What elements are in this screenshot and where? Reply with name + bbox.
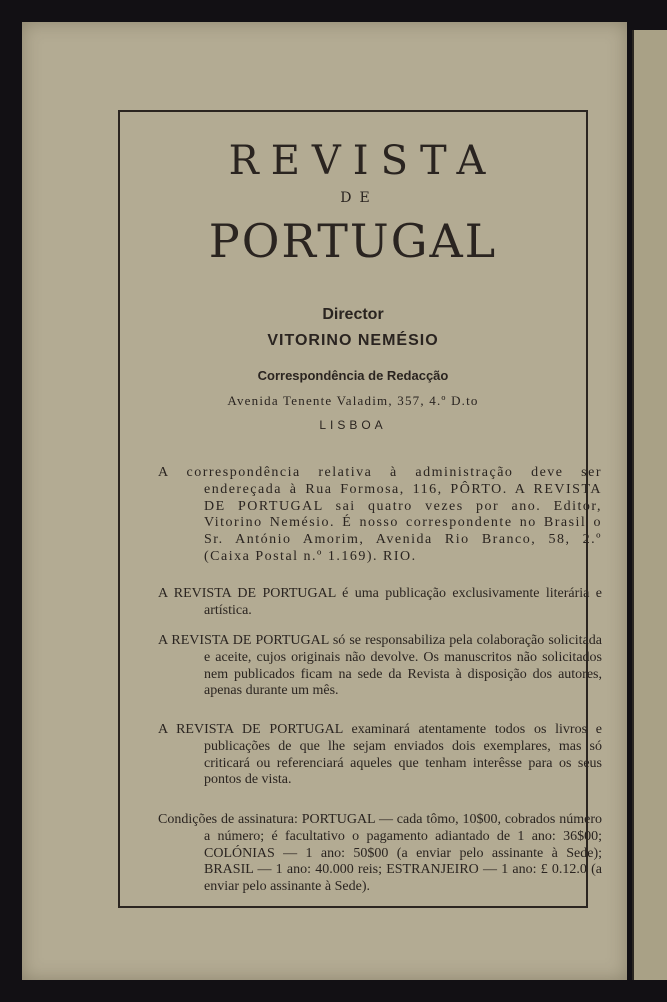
masthead-title-de: DE (340, 190, 378, 206)
director-label: Director (322, 306, 384, 323)
correspondence-address: Avenida Tenente Valadim, 357, 4.º D.to (227, 393, 479, 408)
masthead-title-revista: REVISTA (228, 138, 498, 184)
paragraph-subscription: Condições de assinatura: PORTUGAL — cada tômo, 10$00, cobrados número a número; é facultativo o pagamento adiantado de 1 ano: 36$00; COLÓNIAS — 1 ano: 50$00 (a enviar pelo assinante à Sede); BRASIL — 1 ano: 40.000 reis; ESTRANJEIRO — 1 ano: £ 0.12.0 (a enviar pelo assinante à Sede). (158, 812, 602, 895)
director-name: VITORINO NEMÉSIO (267, 332, 439, 349)
content-frame (118, 110, 602, 908)
paragraph-collaboration: A REVISTA DE PORTUGAL só se responsabiliza pela colaboração solicitada e aceite, cujos originais não devolve. Os manuscritos não solicitados nem publicados ficam na sede da Revista à disposição dos autores, apenas durante um mês. (158, 633, 602, 699)
correspondence-city: LISBOA (319, 418, 387, 432)
paragraph-reviews: A REVISTA DE PORTUGAL examinará atentamente todos os livros e publicações de que lhe sejam enviados dois exemplares, mas só criticará ou referenciará aqueles que tenham interêsse para os seus pontos de vista. (158, 722, 602, 788)
correspondence-heading: Correspondência de Redacção (257, 368, 449, 383)
paragraph-publication-type: A REVISTA DE PORTUGAL é uma publicação exclusivamente literária e artística. (158, 586, 602, 618)
paragraph-administration: A correspondência relativa à administração deve ser endereçada à Rua Formosa, 116, PÔRTO. A REVISTA DE PORTUGAL sai quatro vezes por ano. Editor, Vitorino Nemésio. É nosso correspondente no Brasil o Sr. António Amorim, Avenida Rio Branco, 58, 2.º (Caixa Postal n.º 1.169). RIO. (158, 465, 602, 564)
masthead-title-portugal: PORTUGAL (208, 214, 498, 268)
document-page (22, 22, 627, 980)
adjacent-page-edge (632, 30, 667, 980)
